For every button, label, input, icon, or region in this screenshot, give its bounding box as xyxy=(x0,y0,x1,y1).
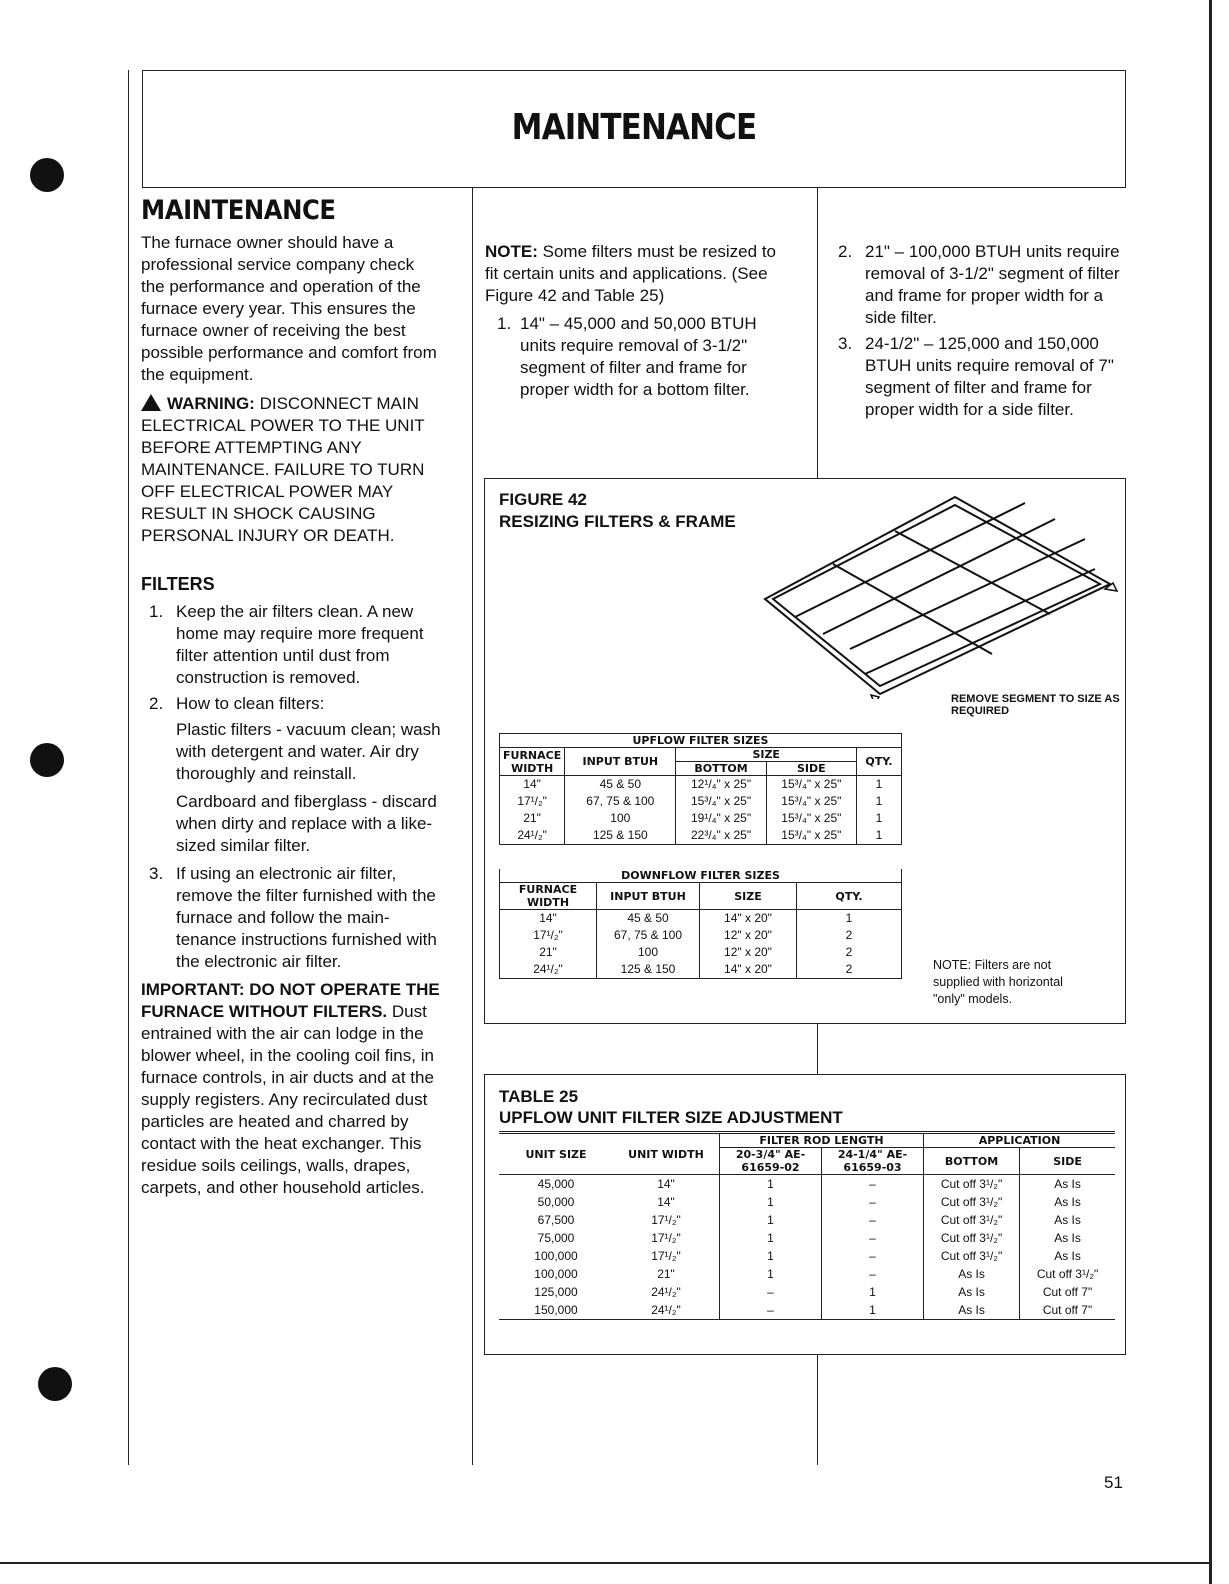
col-header: 24-1/4" AE-61659-03 xyxy=(822,1148,924,1175)
cell: 1 xyxy=(720,1193,822,1211)
col-header: INPUT BTUH xyxy=(565,748,676,776)
cell: 125 & 150 xyxy=(565,827,676,845)
cell: Cut off 3¹/₂" xyxy=(1020,1265,1115,1283)
cell: 21" xyxy=(657,1267,675,1281)
cell: – xyxy=(822,1175,924,1194)
figure-42 xyxy=(484,478,1126,1024)
list-number: 3. xyxy=(838,334,853,353)
list-text: 24-1/2" – 125,000 and 150,000 BTUH units require removal of 7" segment of filter and frame for proper width for a side filter. xyxy=(865,334,1114,419)
cell: 15³/₄" x 25" xyxy=(676,793,766,810)
col-header: SIZE xyxy=(700,883,797,910)
cell: 125,000 xyxy=(534,1285,578,1299)
col-header: FURNACE WIDTH xyxy=(500,883,597,910)
cell: 24¹/₂" xyxy=(500,827,565,845)
cell: 24¹/₂" xyxy=(500,961,597,979)
plastic-filters-text: Plastic filters - vacuum clean; wash with detergent and water. Air dry thoroughly and reinstall. xyxy=(176,720,441,783)
cell: – xyxy=(720,1283,822,1301)
table-25-grid xyxy=(499,1133,1115,1320)
upflow-table xyxy=(499,733,902,845)
list-text: How to clean filters: xyxy=(176,694,325,713)
cell: As Is xyxy=(1020,1193,1115,1211)
cell: 2 xyxy=(797,961,902,979)
cell: 1 xyxy=(720,1229,822,1247)
frame-divider xyxy=(833,564,992,654)
note-paragraph xyxy=(485,241,785,307)
list-text: 21" – 100,000 BTUH units require removal of 3-1/2" segment of filter and frame for proper width for a side filter. xyxy=(865,242,1120,327)
binder-hole-middle xyxy=(30,743,64,777)
bottom-edge-rule xyxy=(0,1562,1212,1564)
list-item xyxy=(836,333,1126,421)
cell: 14" x 20" xyxy=(700,961,797,979)
warning-paragraph xyxy=(141,392,441,547)
col-header: QTY. xyxy=(797,883,902,910)
col-header: SIDE xyxy=(1020,1148,1115,1175)
cell: As Is xyxy=(1020,1247,1115,1265)
column-rule-1 xyxy=(472,188,473,1465)
warning-label: WARNING: xyxy=(167,394,255,413)
right-edge-rule xyxy=(1209,0,1212,1584)
frame-outline-inner xyxy=(773,505,1100,686)
cell: As Is xyxy=(924,1283,1020,1301)
table-row xyxy=(499,1283,1115,1301)
table-row xyxy=(499,1229,1115,1247)
cell: 12¹/₄" x 25" xyxy=(676,776,766,794)
column-right xyxy=(836,241,1126,425)
cell: 14" xyxy=(657,1195,675,1209)
frame-outline xyxy=(765,497,1110,694)
cell: 1 xyxy=(857,793,902,810)
cell: – xyxy=(822,1229,924,1247)
cell: 45 & 50 xyxy=(565,776,676,794)
cell: 2 xyxy=(797,944,902,961)
figure-callout: REMOVE SEGMENT TO SIZE AS REQUIRED xyxy=(951,693,1120,717)
table-row xyxy=(500,961,902,979)
col-header: APPLICATION xyxy=(924,1134,1116,1148)
header-box xyxy=(142,70,1126,188)
col-header: SIDE xyxy=(766,762,856,776)
note-label: NOTE: xyxy=(485,242,538,261)
cell: As Is xyxy=(1020,1211,1115,1229)
column-middle xyxy=(485,241,785,405)
cell: As Is xyxy=(924,1265,1020,1283)
cell: 12" x 20" xyxy=(700,944,797,961)
cell: 100 xyxy=(597,944,700,961)
cell: 75,000 xyxy=(537,1231,575,1245)
cell: 1 xyxy=(797,910,902,928)
figure-title xyxy=(499,489,736,533)
cell: As Is xyxy=(924,1301,1020,1320)
cell: 125 & 150 xyxy=(597,961,700,979)
cell: 12" x 20" xyxy=(700,927,797,944)
cell: 15³/₄" x 25" xyxy=(766,776,856,794)
cell: 17¹/₂" xyxy=(651,1213,681,1227)
cell: 24¹/₂" xyxy=(651,1285,681,1299)
section-heading: MAINTENANCE xyxy=(141,195,336,226)
table-row xyxy=(500,810,902,827)
col-header: BOTTOM xyxy=(924,1148,1020,1175)
col-header: BOTTOM xyxy=(676,762,766,776)
note-text: Some filters must be resized to fit certain units and applications. (See Figure 42 and Table 25) xyxy=(485,242,776,305)
cell: 67,500 xyxy=(537,1213,575,1227)
warning-text: DISCONNECT MAIN ELECTRICAL POWER TO THE UNIT BEFORE ATTEMPTING ANY MAINTENANCE. FAILURE TO TURN OFF ELECTRICAL POWER MAY RESULT IN SHOCK CAUSING PERSONAL INJURY OR DEATH. xyxy=(141,394,425,545)
list-item xyxy=(485,313,785,401)
cell: 67, 75 & 100 xyxy=(597,927,700,944)
table-rule-top xyxy=(499,1131,1115,1132)
cell: 150,000 xyxy=(534,1303,578,1317)
col-header: 20-3/4" AE-61659-02 xyxy=(720,1148,822,1175)
cell: 2 xyxy=(797,927,902,944)
cell: Cut off 3¹/₂" xyxy=(924,1247,1020,1265)
cell: 1 xyxy=(720,1265,822,1283)
cell: 45,000 xyxy=(537,1177,575,1191)
cell: 50,000 xyxy=(537,1195,575,1209)
cell: 14" xyxy=(500,910,597,928)
cell: Cut off 3¹/₂" xyxy=(924,1211,1020,1229)
cell: 17¹/₂" xyxy=(500,927,597,944)
cell: As Is xyxy=(1020,1175,1115,1194)
cell: 14" x 20" xyxy=(700,910,797,928)
list-number: 1. xyxy=(497,314,512,333)
intro-paragraph: The furnace owner should have a professional service company check the performance and operation of the furnace every year. This ensures the furnace owner of receiving the best possible performance and comfort from the equipment. xyxy=(141,233,437,384)
column-rule-2c xyxy=(817,1355,818,1465)
list-item xyxy=(141,863,441,973)
cell: 15³/₄" x 25" xyxy=(766,827,856,845)
cell: 17¹/₂" xyxy=(500,793,565,810)
page-title: MAINTENANCE xyxy=(511,107,757,148)
table-row xyxy=(499,1175,1115,1194)
downflow-table xyxy=(499,869,902,979)
important-text: Dust entrained with the air can lodge in the blower wheel, in the cooling coil fins, in furnace controls, in air ducts and at the supply registers. Any recirculated dust particles are heated and charred by contact with the heat exchanger. This residue soils ceilings, walls, drapes, carpets, and other household articles. xyxy=(141,1002,434,1197)
list-number: 3. xyxy=(149,864,164,883)
upflow-title: UPFLOW FILTER SIZES xyxy=(500,734,902,748)
figure-caption: RESIZING FILTERS & FRAME xyxy=(499,512,736,531)
figure-label: FIGURE 42 xyxy=(499,490,587,509)
cell: 19¹/₄" x 25" xyxy=(676,810,766,827)
cell: 1 xyxy=(720,1211,822,1229)
cell: Cut off 3¹/₂" xyxy=(924,1229,1020,1247)
binder-hole-bottom xyxy=(38,1367,72,1401)
cell: 15³/₄" x 25" xyxy=(766,793,856,810)
table-row xyxy=(500,776,902,794)
table-25 xyxy=(484,1074,1126,1355)
cell: 1 xyxy=(822,1283,924,1301)
col-header: UNIT SIZE xyxy=(499,1134,613,1175)
downflow-title: DOWNFLOW FILTER SIZES xyxy=(500,869,902,883)
important-paragraph xyxy=(141,979,441,1199)
figure-note: NOTE: Filters are not supplied with horizontal "only" models. xyxy=(933,958,1063,1006)
segment-arrow-icon xyxy=(871,695,879,699)
column-left xyxy=(141,195,441,1205)
table-row xyxy=(499,1301,1115,1320)
cell: Cut off 3¹/₂" xyxy=(924,1193,1020,1211)
cell: – xyxy=(822,1265,924,1283)
list-number: 1. xyxy=(149,602,164,621)
column-rule-2 xyxy=(817,188,818,478)
cell: 22³/₄" x 25" xyxy=(676,827,766,845)
cell: 100 xyxy=(565,810,676,827)
list-number: 2. xyxy=(149,694,164,713)
table-row xyxy=(500,944,902,961)
table-row xyxy=(500,827,902,845)
col-header: QTY. xyxy=(857,748,902,776)
cell: 14" xyxy=(657,1177,675,1191)
cell: – xyxy=(822,1193,924,1211)
list-item xyxy=(141,693,441,715)
frame-divider xyxy=(865,569,1095,674)
cell: 45 & 50 xyxy=(597,910,700,928)
cell: Cut off 7" xyxy=(1020,1301,1115,1320)
filter-frame-drawing xyxy=(755,489,1125,699)
cell: 15³/₄" x 25" xyxy=(766,810,856,827)
cell: 100,000 xyxy=(534,1249,578,1263)
cell: 67, 75 & 100 xyxy=(565,793,676,810)
cell: 1 xyxy=(720,1175,822,1194)
list-number: 2. xyxy=(838,242,853,261)
cell: 14" xyxy=(500,776,565,794)
cell: 1 xyxy=(857,827,902,845)
cell: 1 xyxy=(720,1247,822,1265)
table-row xyxy=(500,910,902,928)
list-item xyxy=(141,601,441,689)
binder-hole-top xyxy=(30,158,64,192)
cell: 21" xyxy=(500,944,597,961)
cell: – xyxy=(822,1211,924,1229)
table-label: TABLE 25 xyxy=(499,1087,579,1106)
col-header: UNIT WIDTH xyxy=(613,1134,720,1175)
cell: As Is xyxy=(1020,1229,1115,1247)
col-header: INPUT BTUH xyxy=(597,883,700,910)
column-rule-2b xyxy=(817,1024,818,1074)
col-header: FILTER ROD LENGTH xyxy=(720,1134,924,1148)
page-number: 51 xyxy=(1104,1473,1123,1492)
important-label: IMPORTANT: DO NOT OPERATE THE FURNACE WITHOUT FILTERS. xyxy=(141,980,440,1021)
cell: – xyxy=(822,1247,924,1265)
cell: 1 xyxy=(857,810,902,827)
frame-divider xyxy=(823,519,1055,634)
left-margin-rule xyxy=(128,70,129,1465)
col-header: FURNACE WIDTH xyxy=(500,748,565,776)
cell: 1 xyxy=(857,776,902,794)
list-item xyxy=(836,241,1126,329)
cell: 1 xyxy=(822,1301,924,1320)
table-row xyxy=(499,1265,1115,1283)
segment-arrow-icon xyxy=(1105,583,1117,591)
warning-icon xyxy=(141,394,161,411)
list-text: If using an electronic air filter, remove the filter furnished with the furnace and follow the main-tenance instructions furnished with the electronic air filter. xyxy=(176,864,437,971)
cell: 17¹/₂" xyxy=(651,1249,681,1263)
cell: Cut off 3¹/₂" xyxy=(924,1175,1020,1194)
cell: – xyxy=(720,1301,822,1320)
cell: Cut off 7" xyxy=(1020,1283,1115,1301)
list-text: 14" – 45,000 and 50,000 BTUH units require removal of 3-1/2" segment of filter and frame for proper width for a bottom filter. xyxy=(520,314,757,399)
col-header: SIZE xyxy=(676,748,857,762)
table-row xyxy=(499,1211,1115,1229)
table-row xyxy=(499,1247,1115,1265)
cell: 24¹/₂" xyxy=(651,1303,681,1317)
cardboard-filters-text: Cardboard and fiberglass - discard when dirty and replace with a like-sized similar filter. xyxy=(176,792,437,855)
table-row xyxy=(499,1193,1115,1211)
table-title: UPFLOW UNIT FILTER SIZE ADJUSTMENT xyxy=(499,1108,843,1127)
table-row xyxy=(500,927,902,944)
list-text: Keep the air filters clean. A new home may require more frequent filter attention until dust from construction is removed. xyxy=(176,602,424,687)
filters-heading: FILTERS xyxy=(141,574,215,594)
cell: 21" xyxy=(500,810,565,827)
table-row xyxy=(500,793,902,810)
cell: 100,000 xyxy=(534,1267,578,1281)
cell: 17¹/₂" xyxy=(651,1231,681,1245)
